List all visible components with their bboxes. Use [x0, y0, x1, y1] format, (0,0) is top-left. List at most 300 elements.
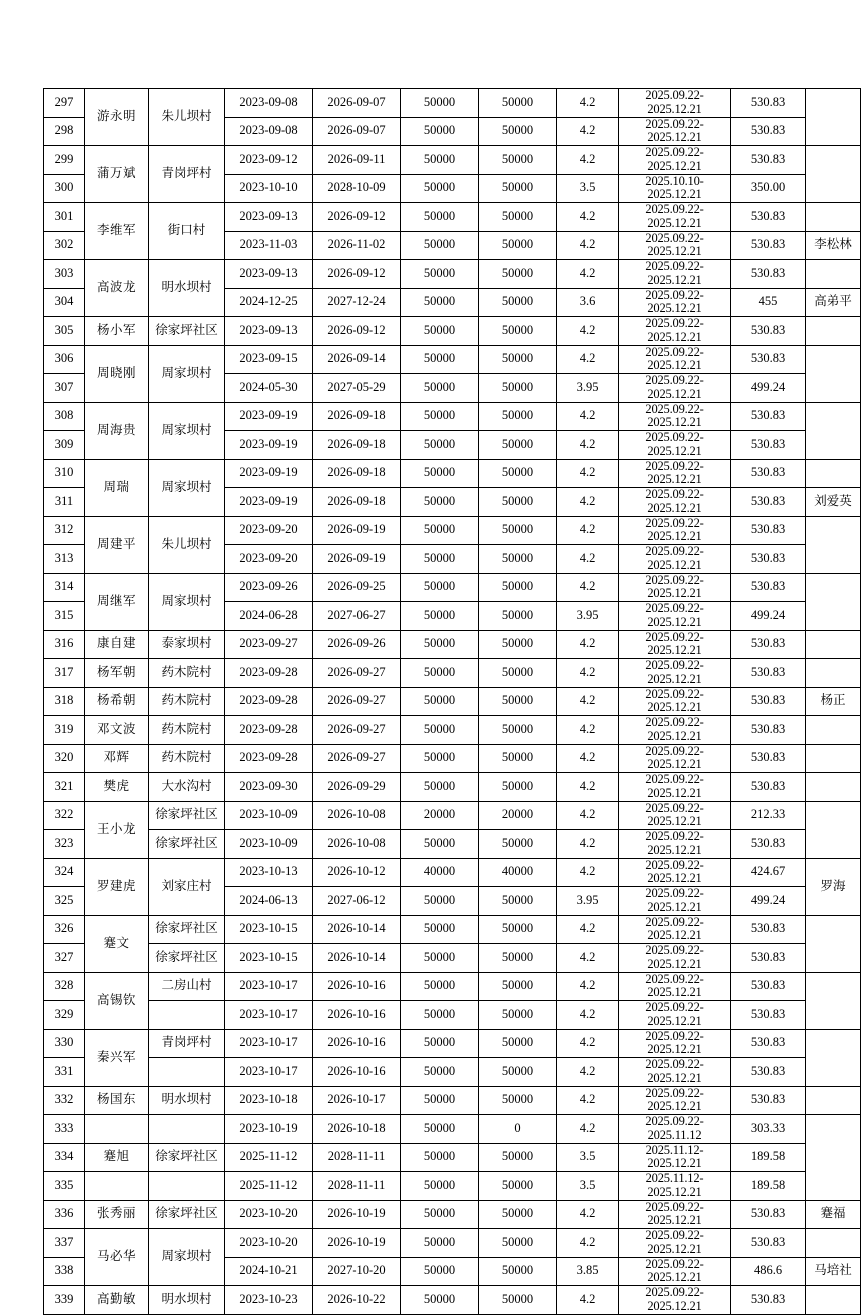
row-index: 336	[44, 1200, 85, 1229]
interest-period: 2025.09.22-2025.12.21	[619, 1257, 731, 1286]
start-date: 2023-09-20	[225, 516, 313, 545]
end-date: 2027-05-29	[313, 374, 401, 403]
start-date: 2023-09-19	[225, 459, 313, 488]
row-index: 303	[44, 260, 85, 289]
village-name: 药木院村	[149, 744, 225, 773]
table-row	[44, 915, 861, 944]
balance-amount: 50000	[479, 459, 557, 488]
balance-amount: 40000	[479, 858, 557, 887]
balance-amount: 20000	[479, 801, 557, 830]
interest-total: 530.83	[731, 630, 806, 659]
end-date: 2028-10-09	[313, 174, 401, 203]
row-index: 297	[44, 89, 85, 118]
interest-rate: 4.2	[557, 516, 619, 545]
principal-amount: 50000	[401, 545, 479, 574]
table-row	[44, 773, 861, 802]
row-index: 325	[44, 887, 85, 916]
row-index: 337	[44, 1229, 85, 1258]
balance-amount: 50000	[479, 1086, 557, 1115]
interest-total: 530.83	[731, 1086, 806, 1115]
end-date: 2027-06-27	[313, 602, 401, 631]
end-date: 2028-11-11	[313, 1143, 401, 1172]
remark: 罗海	[806, 858, 861, 915]
balance-amount: 50000	[479, 431, 557, 460]
borrower-name: 周瑞	[85, 459, 149, 516]
table-row	[44, 1143, 861, 1172]
principal-amount: 50000	[401, 431, 479, 460]
principal-amount: 50000	[401, 374, 479, 403]
balance-amount: 50000	[479, 402, 557, 431]
principal-amount: 50000	[401, 630, 479, 659]
interest-period: 2025.09.22-2025.12.21	[619, 1086, 731, 1115]
balance-amount: 50000	[479, 773, 557, 802]
start-date: 2024-10-21	[225, 1257, 313, 1286]
principal-amount: 50000	[401, 488, 479, 517]
table-row	[44, 1172, 861, 1201]
borrower-name: 杨小军	[85, 317, 149, 346]
remark	[806, 345, 861, 402]
principal-amount: 50000	[401, 459, 479, 488]
interest-period: 2025.09.22-2025.12.21	[619, 117, 731, 146]
start-date: 2023-09-08	[225, 89, 313, 118]
interest-total: 303.33	[731, 1115, 806, 1144]
interest-rate: 3.5	[557, 1172, 619, 1201]
end-date: 2026-10-22	[313, 1286, 401, 1315]
start-date: 2023-10-09	[225, 830, 313, 859]
interest-total: 499.24	[731, 602, 806, 631]
interest-rate: 4.2	[557, 260, 619, 289]
village-name	[149, 1172, 225, 1201]
remark: 杨正	[806, 687, 861, 716]
interest-total: 189.58	[731, 1172, 806, 1201]
balance-amount: 50000	[479, 374, 557, 403]
remark	[806, 716, 861, 745]
interest-rate: 4.2	[557, 944, 619, 973]
end-date: 2026-10-12	[313, 858, 401, 887]
principal-amount: 50000	[401, 203, 479, 232]
end-date: 2026-10-16	[313, 1029, 401, 1058]
borrower-name: 杨军朝	[85, 659, 149, 688]
start-date: 2025-11-12	[225, 1143, 313, 1172]
interest-total: 530.83	[731, 1029, 806, 1058]
interest-period: 2025.09.22-2025.12.21	[619, 887, 731, 916]
end-date: 2026-09-14	[313, 345, 401, 374]
end-date: 2027-12-24	[313, 288, 401, 317]
balance-amount: 50000	[479, 117, 557, 146]
principal-amount: 50000	[401, 1257, 479, 1286]
table-row	[44, 1286, 861, 1315]
end-date: 2026-10-14	[313, 915, 401, 944]
interest-total: 530.83	[731, 231, 806, 260]
village-name: 明水坝村	[149, 1286, 225, 1315]
row-index: 311	[44, 488, 85, 517]
start-date: 2023-09-20	[225, 545, 313, 574]
remark	[806, 203, 861, 232]
table-row	[44, 1200, 861, 1229]
balance-amount: 50000	[479, 630, 557, 659]
row-index: 301	[44, 203, 85, 232]
interest-rate: 4.2	[557, 716, 619, 745]
village-name: 徐家坪社区	[149, 915, 225, 944]
borrower-name: 高锡钦	[85, 972, 149, 1029]
interest-period: 2025.09.22-2025.12.21	[619, 1229, 731, 1258]
start-date: 2023-10-13	[225, 858, 313, 887]
village-name: 周家坝村	[149, 573, 225, 630]
borrower-name: 邓文波	[85, 716, 149, 745]
borrower-name: 周晓刚	[85, 345, 149, 402]
end-date: 2026-09-18	[313, 459, 401, 488]
borrower-name: 杨国东	[85, 1086, 149, 1115]
interest-rate: 4.2	[557, 687, 619, 716]
balance-amount: 50000	[479, 602, 557, 631]
balance-amount: 50000	[479, 345, 557, 374]
start-date: 2023-09-15	[225, 345, 313, 374]
row-index: 331	[44, 1058, 85, 1087]
interest-total: 530.83	[731, 573, 806, 602]
principal-amount: 50000	[401, 573, 479, 602]
interest-rate: 4.2	[557, 146, 619, 175]
row-index: 329	[44, 1001, 85, 1030]
table-row	[44, 858, 861, 887]
principal-amount: 50000	[401, 345, 479, 374]
table-row	[44, 1229, 861, 1258]
principal-amount: 50000	[401, 1229, 479, 1258]
interest-total: 499.24	[731, 887, 806, 916]
table-row	[44, 687, 861, 716]
row-index: 304	[44, 288, 85, 317]
interest-period: 2025.09.22-2025.12.21	[619, 260, 731, 289]
interest-period: 2025.11.12-2025.12.21	[619, 1143, 731, 1172]
village-name: 大水沟村	[149, 773, 225, 802]
balance-amount: 50000	[479, 659, 557, 688]
balance-amount: 50000	[479, 203, 557, 232]
borrower-name	[85, 1172, 149, 1201]
interest-rate: 3.5	[557, 174, 619, 203]
table-row	[44, 203, 861, 232]
interest-rate: 3.6	[557, 288, 619, 317]
table-row	[44, 89, 861, 118]
interest-rate: 4.2	[557, 1029, 619, 1058]
borrower-name	[85, 1115, 149, 1144]
village-name: 周家坝村	[149, 459, 225, 516]
row-index: 306	[44, 345, 85, 374]
village-name: 明水坝村	[149, 260, 225, 317]
interest-rate: 4.2	[557, 1229, 619, 1258]
village-name: 药木院村	[149, 716, 225, 745]
interest-rate: 4.2	[557, 203, 619, 232]
start-date: 2023-09-13	[225, 260, 313, 289]
interest-rate: 4.2	[557, 1001, 619, 1030]
start-date: 2025-11-12	[225, 1172, 313, 1201]
start-date: 2023-10-10	[225, 174, 313, 203]
table-row	[44, 345, 861, 374]
start-date: 2023-09-28	[225, 659, 313, 688]
end-date: 2026-09-19	[313, 516, 401, 545]
start-date: 2023-09-13	[225, 203, 313, 232]
principal-amount: 50000	[401, 602, 479, 631]
principal-amount: 50000	[401, 1001, 479, 1030]
remark	[806, 317, 861, 346]
interest-total: 530.83	[731, 89, 806, 118]
principal-amount: 40000	[401, 858, 479, 887]
row-index: 332	[44, 1086, 85, 1115]
row-index: 308	[44, 402, 85, 431]
balance-amount: 50000	[479, 488, 557, 517]
end-date: 2026-09-27	[313, 659, 401, 688]
interest-rate: 4.2	[557, 1286, 619, 1315]
interest-rate: 4.2	[557, 89, 619, 118]
end-date: 2026-09-27	[313, 716, 401, 745]
interest-rate: 4.2	[557, 317, 619, 346]
row-index: 327	[44, 944, 85, 973]
village-name: 泰家坝村	[149, 630, 225, 659]
interest-period: 2025.11.12-2025.12.21	[619, 1172, 731, 1201]
principal-amount: 50000	[401, 744, 479, 773]
village-name: 二房山村	[149, 972, 225, 1001]
interest-rate: 4.2	[557, 402, 619, 431]
table-row	[44, 1058, 861, 1087]
row-index: 334	[44, 1143, 85, 1172]
interest-period: 2025.09.22-2025.12.21	[619, 773, 731, 802]
start-date: 2023-10-17	[225, 1029, 313, 1058]
interest-total: 530.83	[731, 402, 806, 431]
interest-rate: 4.2	[557, 1086, 619, 1115]
interest-total: 424.67	[731, 858, 806, 887]
borrower-name: 蹇文	[85, 915, 149, 972]
balance-amount: 50000	[479, 830, 557, 859]
interest-total: 350.00	[731, 174, 806, 203]
interest-total: 530.83	[731, 1229, 806, 1258]
row-index: 339	[44, 1286, 85, 1315]
interest-rate: 4.2	[557, 773, 619, 802]
interest-total: 530.83	[731, 516, 806, 545]
interest-total: 455	[731, 288, 806, 317]
row-index: 309	[44, 431, 85, 460]
remark	[806, 659, 861, 688]
balance-amount: 50000	[479, 944, 557, 973]
remark	[806, 89, 861, 146]
village-name: 徐家坪社区	[149, 1200, 225, 1229]
row-index: 319	[44, 716, 85, 745]
row-index: 326	[44, 915, 85, 944]
interest-period: 2025.09.22-2025.12.21	[619, 602, 731, 631]
interest-period: 2025.09.22-2025.12.21	[619, 288, 731, 317]
balance-amount: 50000	[479, 174, 557, 203]
village-name: 周家坝村	[149, 402, 225, 459]
interest-period: 2025.09.22-2025.12.21	[619, 915, 731, 944]
principal-amount: 50000	[401, 830, 479, 859]
borrower-name: 李维军	[85, 203, 149, 260]
balance-amount: 0	[479, 1115, 557, 1144]
table-row	[44, 573, 861, 602]
start-date: 2023-10-15	[225, 915, 313, 944]
balance-amount: 50000	[479, 1029, 557, 1058]
village-name: 药木院村	[149, 659, 225, 688]
balance-amount: 50000	[479, 288, 557, 317]
interest-rate: 4.2	[557, 488, 619, 517]
table-row	[44, 459, 861, 488]
interest-period: 2025.09.22-2025.12.21	[619, 687, 731, 716]
table-row	[44, 972, 861, 1001]
principal-amount: 50000	[401, 174, 479, 203]
remark	[806, 1286, 861, 1315]
end-date: 2026-10-19	[313, 1200, 401, 1229]
principal-amount: 50000	[401, 687, 479, 716]
balance-amount: 50000	[479, 516, 557, 545]
interest-period: 2025.09.22-2025.12.21	[619, 1001, 731, 1030]
end-date: 2026-09-07	[313, 117, 401, 146]
interest-period: 2025.09.22-2025.12.21	[619, 1058, 731, 1087]
principal-amount: 50000	[401, 944, 479, 973]
start-date: 2023-09-28	[225, 744, 313, 773]
balance-amount: 50000	[479, 317, 557, 346]
table-row	[44, 1115, 861, 1144]
balance-amount: 50000	[479, 1200, 557, 1229]
interest-total: 530.83	[731, 488, 806, 517]
remark	[806, 1086, 861, 1115]
row-index: 310	[44, 459, 85, 488]
end-date: 2026-09-11	[313, 146, 401, 175]
interest-period: 2025.09.22-2025.12.21	[619, 1200, 731, 1229]
balance-amount: 50000	[479, 260, 557, 289]
end-date: 2026-09-18	[313, 402, 401, 431]
interest-period: 2025.09.22-2025.12.21	[619, 801, 731, 830]
interest-rate: 4.2	[557, 459, 619, 488]
table-body	[44, 89, 861, 1315]
table-row	[44, 830, 861, 859]
principal-amount: 50000	[401, 1172, 479, 1201]
balance-amount: 50000	[479, 1172, 557, 1201]
interest-total: 530.83	[731, 773, 806, 802]
interest-period: 2025.09.22-2025.12.21	[619, 146, 731, 175]
interest-total: 530.83	[731, 744, 806, 773]
interest-rate: 4.2	[557, 972, 619, 1001]
table-row	[44, 630, 861, 659]
village-name: 周家坝村	[149, 1229, 225, 1286]
remark	[806, 1229, 861, 1258]
interest-period: 2025.09.22-2025.12.21	[619, 744, 731, 773]
village-name: 刘家庄村	[149, 858, 225, 915]
village-name	[149, 1115, 225, 1144]
principal-amount: 50000	[401, 288, 479, 317]
interest-rate: 4.2	[557, 801, 619, 830]
interest-rate: 4.2	[557, 573, 619, 602]
start-date: 2023-10-23	[225, 1286, 313, 1315]
end-date: 2028-11-11	[313, 1172, 401, 1201]
village-name: 明水坝村	[149, 1086, 225, 1115]
remark: 马培社	[806, 1257, 861, 1286]
start-date: 2023-10-17	[225, 1058, 313, 1087]
interest-total: 530.83	[731, 1200, 806, 1229]
interest-total: 530.83	[731, 459, 806, 488]
balance-amount: 50000	[479, 1229, 557, 1258]
end-date: 2026-09-07	[313, 89, 401, 118]
table-row	[44, 744, 861, 773]
start-date: 2023-10-20	[225, 1200, 313, 1229]
remark	[806, 516, 861, 573]
remark	[806, 972, 861, 1029]
village-name: 徐家坪社区	[149, 317, 225, 346]
interest-rate: 4.2	[557, 915, 619, 944]
balance-amount: 50000	[479, 1058, 557, 1087]
table-row	[44, 944, 861, 973]
row-index: 324	[44, 858, 85, 887]
principal-amount: 50000	[401, 231, 479, 260]
village-name: 徐家坪社区	[149, 830, 225, 859]
end-date: 2026-10-17	[313, 1086, 401, 1115]
borrower-name: 高勤敏	[85, 1286, 149, 1315]
interest-period: 2025.09.22-2025.12.21	[619, 231, 731, 260]
interest-period: 2025.09.22-2025.12.21	[619, 488, 731, 517]
row-index: 300	[44, 174, 85, 203]
interest-rate: 3.85	[557, 1257, 619, 1286]
balance-amount: 50000	[479, 545, 557, 574]
remark	[806, 573, 861, 630]
remark	[806, 773, 861, 802]
table-row	[44, 1029, 861, 1058]
interest-total: 530.83	[731, 1286, 806, 1315]
balance-amount: 50000	[479, 573, 557, 602]
row-index: 302	[44, 231, 85, 260]
interest-period: 2025.10.10-2025.12.21	[619, 174, 731, 203]
interest-rate: 4.2	[557, 858, 619, 887]
principal-amount: 50000	[401, 1115, 479, 1144]
borrower-name: 马必华	[85, 1229, 149, 1286]
end-date: 2026-09-18	[313, 488, 401, 517]
borrower-name: 周海贵	[85, 402, 149, 459]
interest-total: 530.83	[731, 972, 806, 1001]
interest-rate: 3.95	[557, 374, 619, 403]
interest-total: 530.83	[731, 1001, 806, 1030]
interest-total: 499.24	[731, 374, 806, 403]
interest-period: 2025.09.22-2025.12.21	[619, 402, 731, 431]
start-date: 2023-09-30	[225, 773, 313, 802]
borrower-name: 杨希朝	[85, 687, 149, 716]
start-date: 2023-10-15	[225, 944, 313, 973]
end-date: 2026-10-14	[313, 944, 401, 973]
principal-amount: 50000	[401, 1286, 479, 1315]
interest-rate: 3.95	[557, 602, 619, 631]
table-row	[44, 317, 861, 346]
interest-rate: 3.95	[557, 887, 619, 916]
interest-total: 530.83	[731, 545, 806, 574]
start-date: 2023-10-19	[225, 1115, 313, 1144]
table-row	[44, 1001, 861, 1030]
row-index: 330	[44, 1029, 85, 1058]
borrower-name: 周继军	[85, 573, 149, 630]
table-row	[44, 402, 861, 431]
remark	[806, 260, 861, 289]
start-date: 2023-09-28	[225, 716, 313, 745]
start-date: 2023-09-26	[225, 573, 313, 602]
end-date: 2026-09-12	[313, 317, 401, 346]
end-date: 2026-10-16	[313, 1001, 401, 1030]
principal-amount: 50000	[401, 716, 479, 745]
borrower-name: 罗建虎	[85, 858, 149, 915]
interest-rate: 4.2	[557, 744, 619, 773]
remark: 刘爱英	[806, 488, 861, 517]
interest-total: 486.6	[731, 1257, 806, 1286]
start-date: 2023-09-27	[225, 630, 313, 659]
start-date: 2024-12-25	[225, 288, 313, 317]
end-date: 2026-10-19	[313, 1229, 401, 1258]
start-date: 2023-09-08	[225, 117, 313, 146]
end-date: 2026-10-16	[313, 1058, 401, 1087]
borrower-name: 蹇旭	[85, 1143, 149, 1172]
principal-amount: 50000	[401, 773, 479, 802]
principal-amount: 50000	[401, 260, 479, 289]
start-date: 2023-10-17	[225, 1001, 313, 1030]
